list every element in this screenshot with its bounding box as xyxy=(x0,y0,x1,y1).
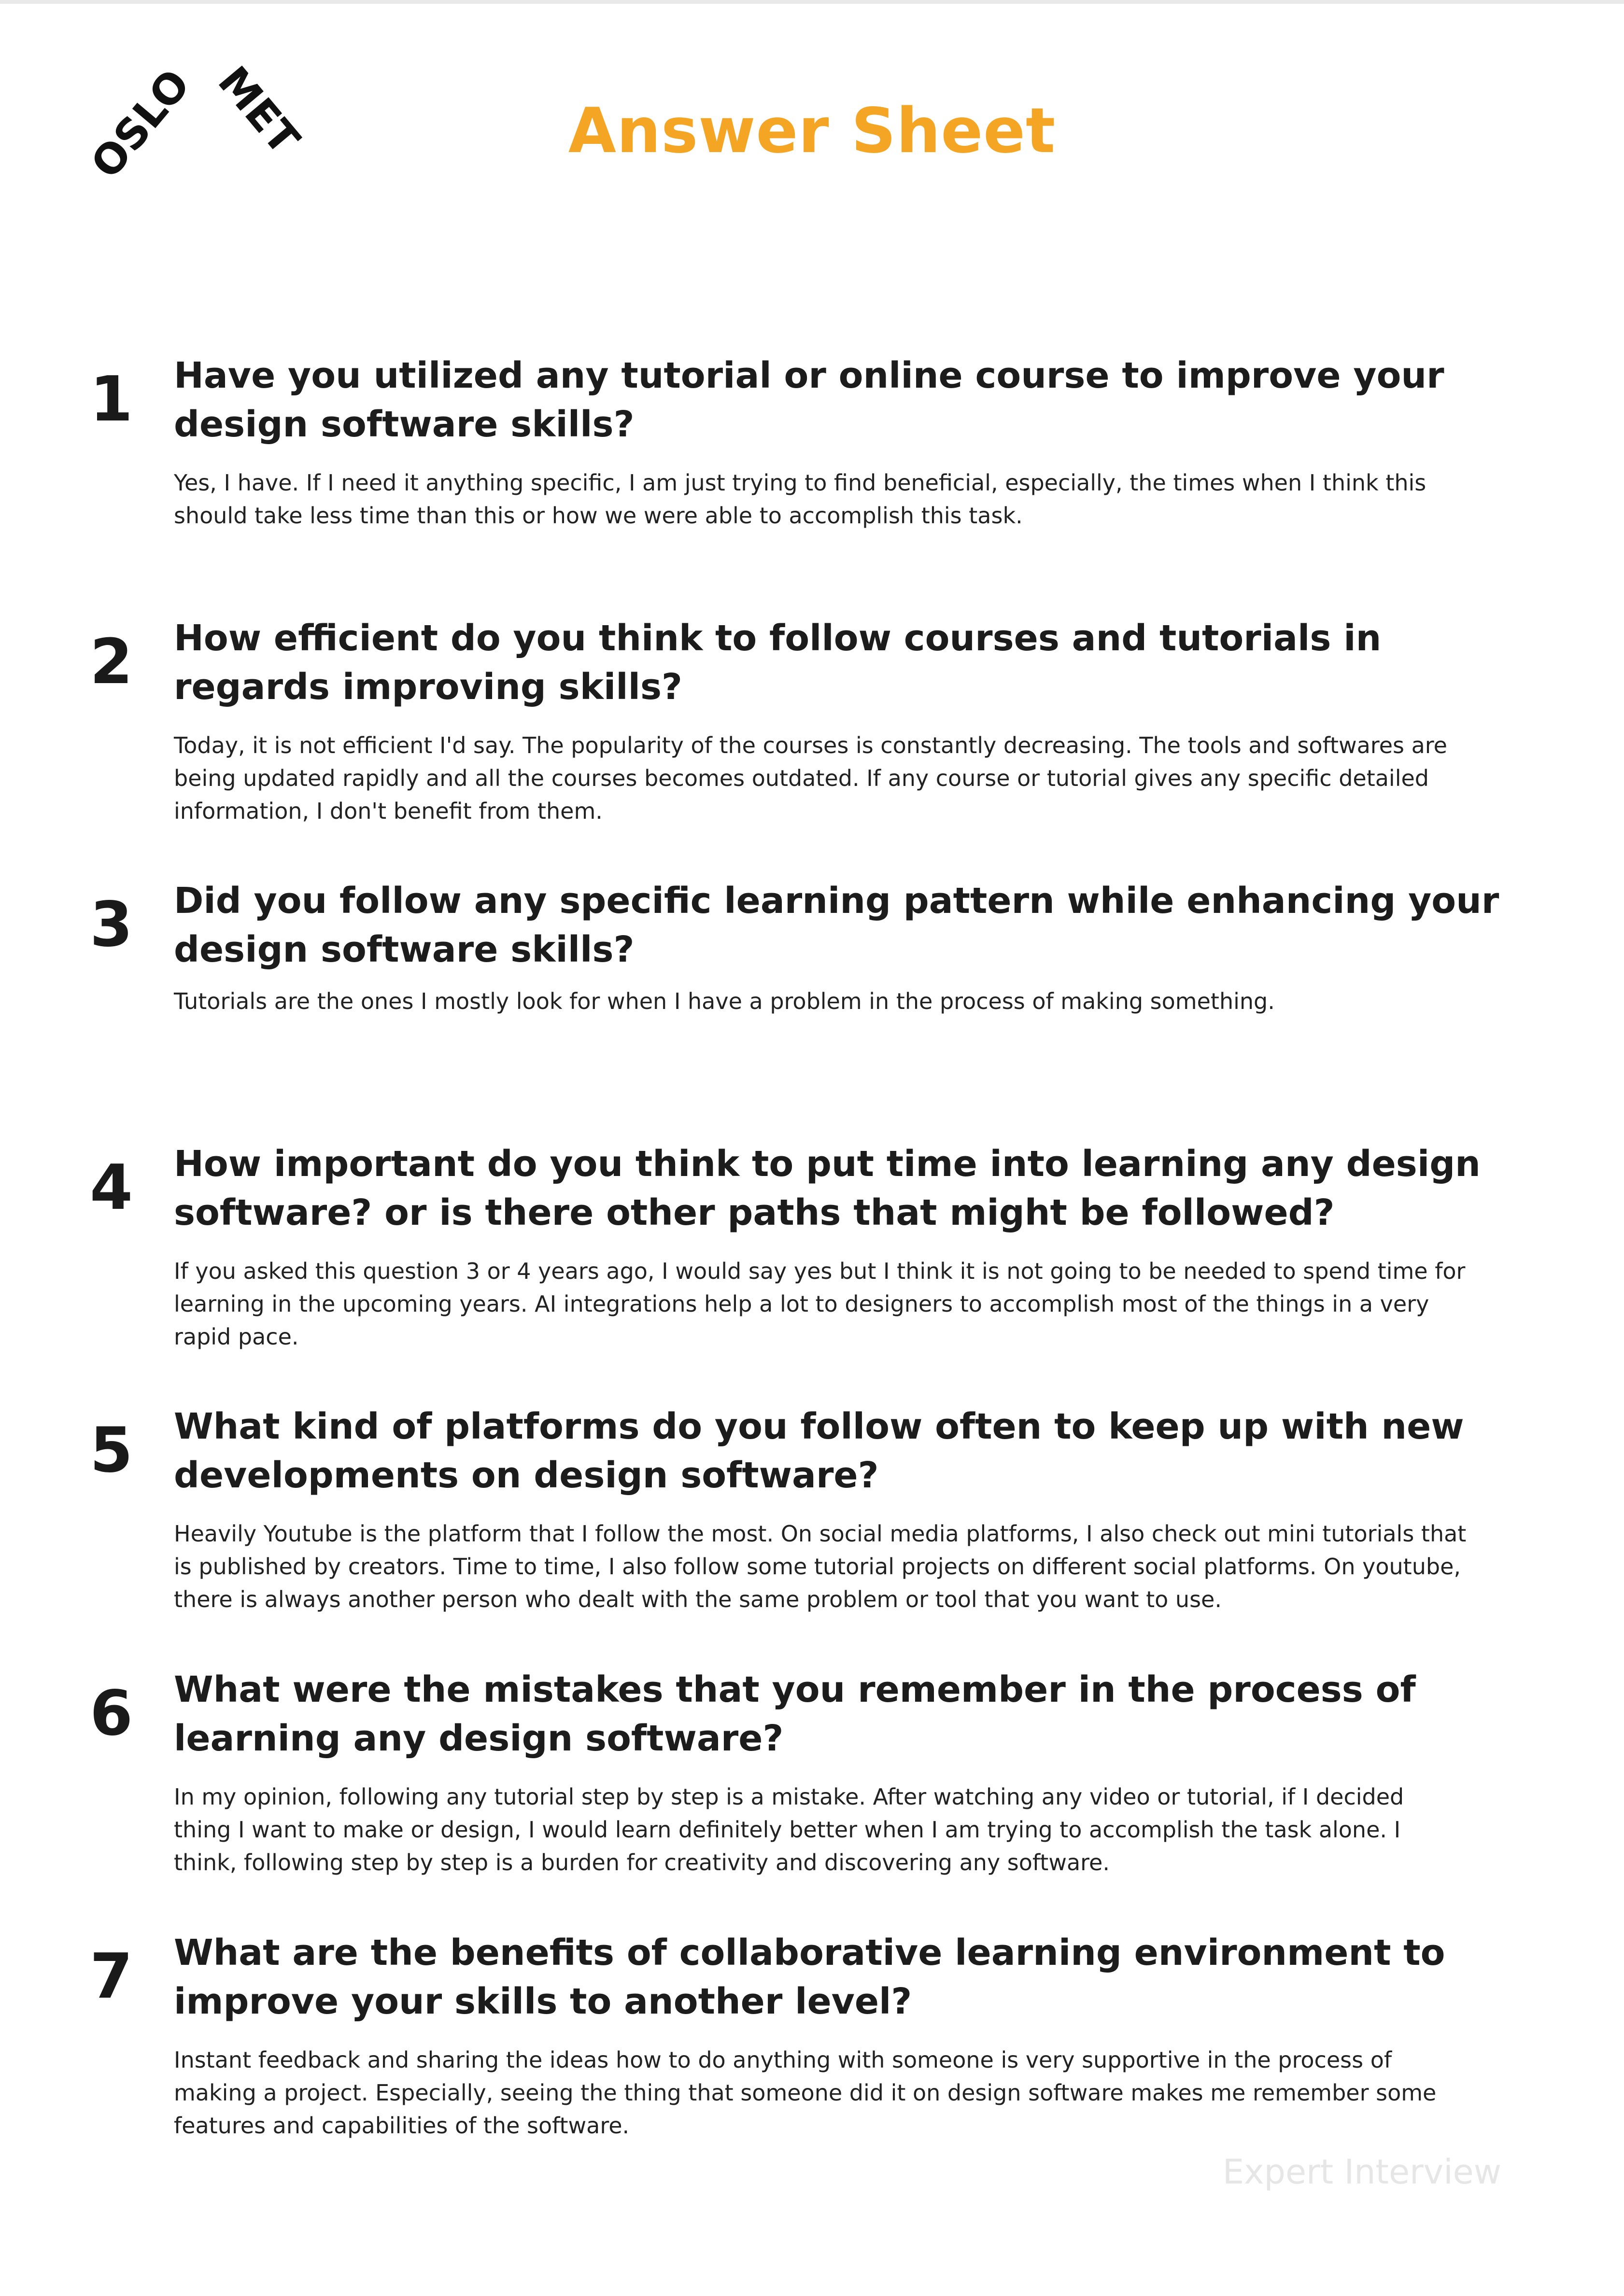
answer-text: Instant feedback and sharing the ideas how to do anything with someone is very supportive in the process of making a project. Especially, seeing the thing that someone did it on design software makes me remember some features and capabilities of the software. xyxy=(174,2047,1437,2139)
question-text: Did you follow any specific learning pattern while enhancing your design software skills? xyxy=(174,880,1499,970)
question-text: What are the benefits of collaborative learning environment to improve your skills to another level? xyxy=(174,1932,1445,2022)
oslomet-logo-text-left: OSLO xyxy=(82,60,200,188)
question-text: How efficient do you think to follow courses and tutorials in regards improving skills? xyxy=(174,617,1382,708)
oslomet-logo-text-right: MET xyxy=(208,57,309,164)
answer-text: If you asked this question 3 or 4 years ago, I would say yes but I think it is not going to be needed to spend time for learning in the upcoming years. AI integrations help a lot to designers to accomplish most of the things in a very rapid pace. xyxy=(174,1258,1466,1350)
footer-watermark: Expert Interview xyxy=(1222,2152,1501,2192)
answer-text: In my opinion, following any tutorial step by step is a mistake. After watching any video or tutorial, if I decided thing I want to make or design, I would learn definitely better when I am trying to accomplish the task alone. I think, following step by step is a burden for creativity and discovering any software. xyxy=(174,1784,1404,1876)
question-number: 3 xyxy=(90,889,133,961)
question-text: Have you utilized any tutorial or online course to improve your design software skills? xyxy=(174,355,1444,445)
question-number: 1 xyxy=(90,364,133,435)
answer-text: Heavily Youtube is the platform that I follow the most. On social media platforms, I also check out mini tutorials that is published by creators. Time to time, I also follow some tutorial projects on different social platforms. On youtube, there is always another person who dealt with the same problem or tool that you want to use. xyxy=(174,1521,1467,1612)
answer-text: Today, it is not efficient I'd say. The popularity of the courses is constantly decreasing. The tools and softwares are being updated rapidly and all the courses becomes outdated. If any course or tutorial gives any specific detailed information, I don't benefit from them. xyxy=(174,732,1447,824)
question-number: 4 xyxy=(90,1152,133,1224)
answer-text: Tutorials are the ones I mostly look for when I have a problem in the process of making something. xyxy=(174,988,1275,1014)
page-title: Answer Sheet xyxy=(568,95,1056,167)
question-number: 6 xyxy=(90,1678,133,1750)
question-number: 2 xyxy=(90,626,133,698)
question-text: How important do you think to put time into learning any design software? or is there other paths that might be followed? xyxy=(174,1143,1481,1233)
question-text: What were the mistakes that you remember in the process of learning any design software? xyxy=(174,1669,1416,1759)
top-border xyxy=(0,0,1624,4)
question-text: What kind of platforms do you follow often to keep up with new developments on design software? xyxy=(174,1406,1464,1496)
question-number: 7 xyxy=(90,1941,133,2013)
question-number: 5 xyxy=(90,1414,133,1486)
answer-text: Yes, I have. If I need it anything specific, I am just trying to find beneficial, especially, the times when I think this should take less time than this or how we were able to accomplish this task. xyxy=(174,470,1426,529)
